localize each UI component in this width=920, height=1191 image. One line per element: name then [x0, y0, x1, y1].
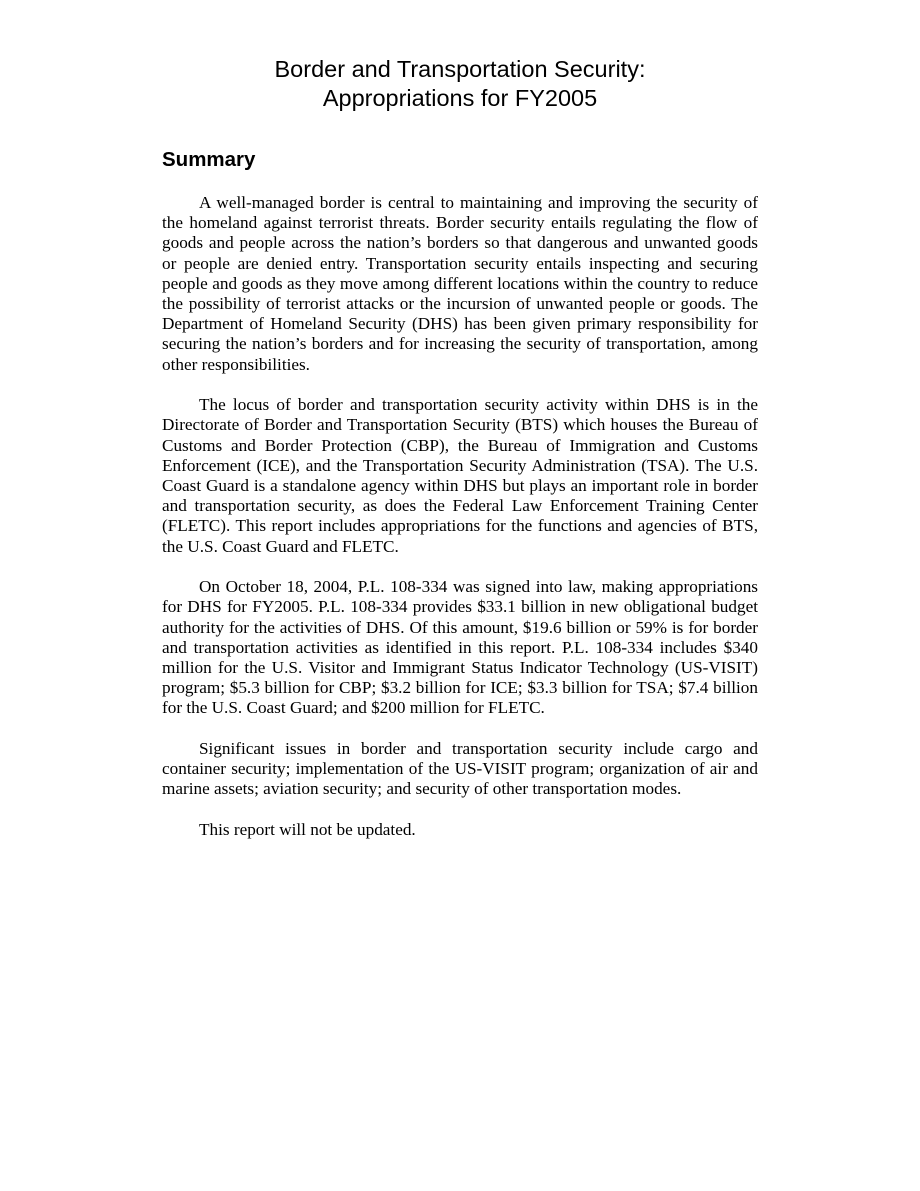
paragraph-2: The locus of border and transportation security activity within DHS is in the Directorate of Border and Transportation Security (BTS) which houses the Bureau of Customs and Border Protection (CBP), the Bureau of Immigration and Customs Enforcement (ICE), and the Transportation Security Administration (TSA). The U.S. Coast Guard is a standalone agency within DHS but plays an important role in border and transportation security, as does the Federal Law Enforcement Training Center (FLETC). This report includes appropriations for the functions and agencies of BTS, the U.S. Coast Guard and FLETC.: [162, 395, 758, 556]
paragraph-3: On October 18, 2004, P.L. 108-334 was signed into law, making appropriations for DHS for FY2005. P.L. 108-334 provides $33.1 billion in new obligational budget authority for the activities of DHS. Of this amount, $19.6 billion or 59% is for border and transportation activities as identified in this report. P.L. 108-334 includes $340 million for the U.S. Visitor and Immigrant Status Indicator Technology (US-VISIT) program; $5.3 billion for CBP; $3.2 billion for ICE; $3.3 billion for TSA; $7.4 billion for the U.S. Coast Guard; and $200 million for FLETC.: [162, 577, 758, 718]
title-line-1: Border and Transportation Security:: [274, 56, 646, 82]
title-line-2: Appropriations for FY2005: [322, 85, 598, 111]
paragraph-1: A well-managed border is central to maintaining and improving the security of the homeland against terrorist threats. Border security entails regulating the flow of goods and people across the nation’s borders so that dangerous and unwanted goods or people are denied entry. Transportation security entails inspecting and securing people and goods as they move among different locations within the country to reduce the possibility of terrorist attacks or the incursion of unwanted people or goods. The Department of Homeland Security (DHS) has been given primary responsibility for securing the nation’s borders and for increasing the security of transportation, among other responsibilities.: [162, 193, 758, 374]
summary-body: [162, 193, 758, 861]
section-heading-summary: Summary: [162, 148, 256, 171]
paragraph-4: Significant issues in border and transportation security include cargo and container security; implementation of the US-VISIT program; organization of air and marine assets; aviation security; and security of other transportation modes.: [162, 739, 758, 799]
document-title: [162, 55, 758, 113]
paragraph-5: This report will not be updated.: [199, 820, 416, 840]
